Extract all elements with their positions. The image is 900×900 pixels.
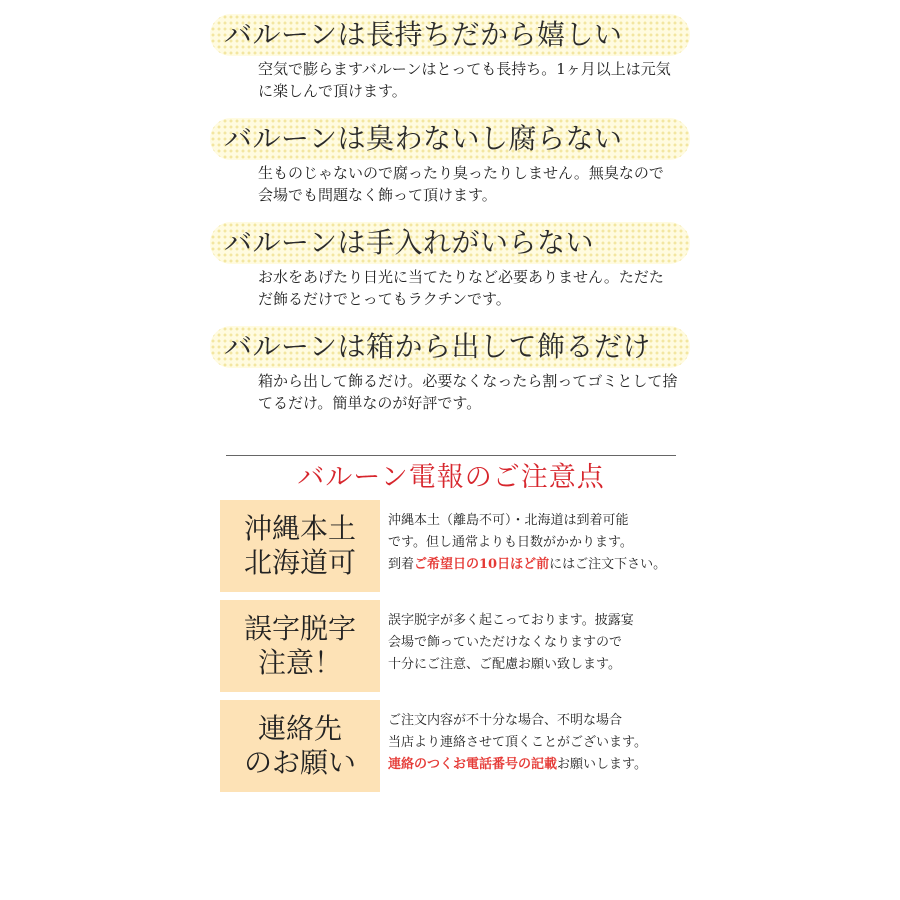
notice-text: にはご注文下さい。 [549, 557, 667, 572]
notice-text: 十分にご注意、ご配慮お願い致します。 [388, 657, 621, 672]
notice-typo-warning [220, 600, 700, 692]
notice-label [220, 700, 380, 792]
feature-heading: バルーンは長持ちだから嬉しい [224, 18, 623, 51]
notice-label-line: 北海道可 [243, 546, 356, 579]
notice-label [220, 500, 380, 592]
notice-line: です。但し通常よりも日数がかかります。 [388, 535, 633, 550]
notice-line: ご注文内容が不十分な場合、不明な場合 [388, 713, 623, 728]
notice-line: 当店より連絡させて頂くことがございます。 [388, 735, 647, 750]
feature-heading-bar [210, 14, 690, 56]
notice-description [388, 510, 698, 576]
notice-line [388, 654, 698, 676]
notice-description [388, 610, 698, 676]
notice-label-line: 誤字脱字 [243, 612, 356, 645]
feature-easy-display [210, 326, 690, 414]
notice-line: 沖縄本土（離島不可）・北海道は到着可能 [388, 513, 629, 528]
feature-description: 空気で膨らますバルーンはとっても長持ち。1ヶ月以上は元気に楽しんで頂けます。 [258, 60, 671, 100]
notice-text: お願いします。 [557, 757, 647, 772]
notice-title: バルーン電報のご注意点 [297, 462, 605, 493]
feature-long-lasting [210, 14, 690, 102]
notice-label-line: 沖縄本土 [243, 512, 356, 545]
section-divider [226, 455, 676, 456]
notice-line [388, 554, 698, 576]
feature-heading-bar [210, 326, 690, 368]
feature-heading: バルーンは箱から出して飾るだけ [224, 330, 651, 363]
feature-heading-bar [210, 222, 690, 264]
notice-delivery-area [220, 500, 700, 592]
notice-text: 到着 [388, 557, 415, 572]
notice-line: 会場で飾っていただけなくなりますので [388, 635, 623, 650]
notice-description [388, 710, 698, 776]
notice-line: 誤字脱字が多く起こっております。披露宴 [388, 613, 634, 628]
feature-heading-bar [210, 118, 690, 160]
notice-label-line: のお願い [243, 746, 356, 779]
feature-description: お水をあげたり日光に当てたりなど必要ありません。ただただ飾るだけでとってもラクチンです。 [258, 268, 664, 308]
feature-description: 箱から出して飾るだけ。必要なくなったら割ってゴミとして捨てるだけ。簡単なのが好評です。 [258, 372, 678, 412]
feature-heading: バルーンは手入れがいらない [224, 226, 594, 259]
notice-contact-request [220, 700, 700, 792]
notice-line [388, 754, 698, 776]
notice-highlight: 連絡のつくお電話番号の記載 [388, 757, 558, 772]
feature-heading: バルーンは臭わないし腐らない [224, 122, 623, 155]
notice-label-line: 注意！ [257, 646, 342, 679]
notice-label [220, 600, 380, 692]
feature-no-odor [210, 118, 690, 206]
notice-label-line: 連絡先 [257, 712, 342, 745]
feature-description: 生ものじゃないので腐ったり臭ったりしません。無臭なので会場でも問題なく飾って頂けます。 [258, 164, 664, 204]
notice-highlight: ご希望日の10日ほど前 [414, 557, 550, 572]
feature-no-maintenance [210, 222, 690, 310]
